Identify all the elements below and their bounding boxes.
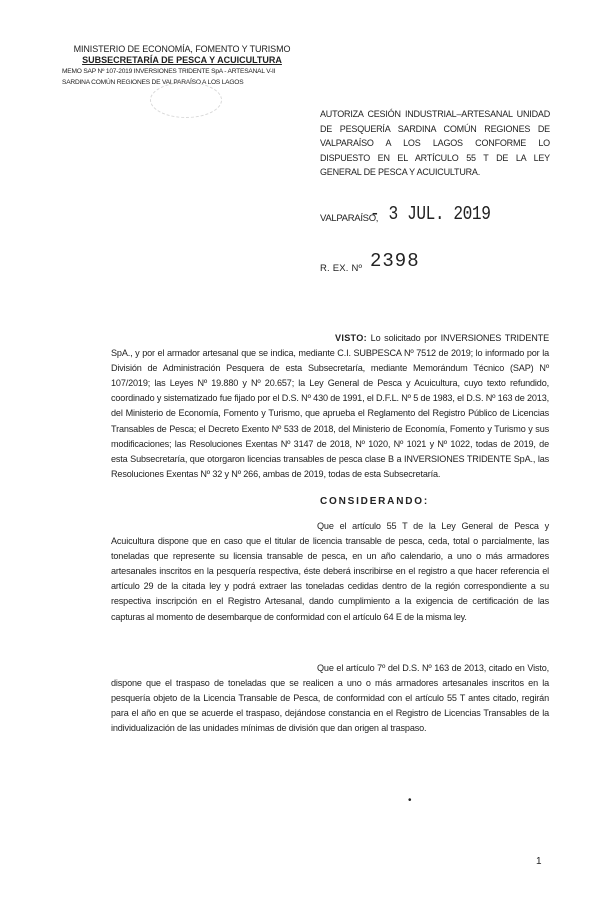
considerando-heading: CONSIDERANDO: [320,496,429,507]
faded-stamp-seal [150,82,222,118]
stamped-date: - 3 JUL. 2019 [370,203,491,225]
visto-label: VISTO: [335,333,367,343]
document-title: AUTORIZA CESIÓN INDUSTRIAL–ARTESANAL UNIDAD DE PESQUERÍA SARDINA COMÚN REGIONES DE VALPARAÍSO A LOS LAGOS CONFORME LO DISPUESTO EN EL ARTÍCULO 55 T DE LA LEY GENERAL DE PESCA Y ACUICULTURA. [320,109,550,178]
visto-paragraph [111,331,549,482]
page-number: 1 [536,856,542,867]
memo-subject: SARDINA COMÚN REGIONES DE VALPARAÍSO A LOS LAGOS [62,79,244,86]
subsecretaria-name: SUBSECRETARÍA DE PESCA Y ACUICULTURA [82,55,282,65]
resolution-label: R. EX. Nº [320,263,363,274]
memo-reference: MEMO SAP Nº 107-2019 INVERSIONES TRIDENTE SpA - ARTESANAL V-II [62,68,276,75]
place-label: VALPARAÍSO, [320,213,379,224]
paragraph-2-text: Que el artículo 7º del D.S. Nº 163 de 2013, citado en Visto, dispone que el traspaso de toneladas que se realicen a uno o más armadores artesanales inscritos en la pesquería objeto de la Licencia Transable de Pesca, de conformidad con el artículo 55 T antes citado, regirán para el año en que se acuerde el traspaso, dejándose constancia en el Registro de Licencias Transables de la individualización de las unidades mínimas de división que dan origen al traspaso. [111,663,549,734]
considerando-paragraph-2 [111,661,549,736]
paragraph-1-text: Que el artículo 55 T de la Ley General de Pesca y Acuicultura dispone que en caso que el titular de licencia transable de pesca, ceda, total o parcialmente, las toneladas que represente su licensia transable de pesca, en un año calendario, a uno o más armadores artesanales inscritos en la pesquería respectiva, éste deberá inscribirse en el registro a que hacer referencia el artículo 29 de la citada ley y podrá extraer las toneladas cedidas dentro de la región correspondiente a su respectiva inscripción en el Registro Artesanal, dando cumplimiento a la exigencia de certificación de las capturas al momento de desembarque de conformidad con el artículo 64 E de la misma ley. [111,521,549,622]
considerando-paragraph-1 [111,519,549,625]
visto-text: Lo solicitado por INVERSIONES TRIDENTE SpA., y por el armador artesanal que se indica, mediante C.I. SUBPESCA Nº 7512 de 2019; lo informado por la División de Administración Pesquera de esta Subsecretaría, mediante Memorándum Técnico (SAP) Nº 107/2019; las Leyes Nº 19.880 y Nº 20.657; la Ley General de Pesca y Acuicultura, cuyo texto refundido, coordinado y sistematizado fue fijado por el D.S. Nº 430 de 1991, el D.F.L. Nº 5 de 1983, el D.S. Nº 163 de 2013, del Ministerio de Economía, Fomento y Turismo, que aprueba el Reglamento del Registro Público de Licencias Transables de Pesca; el Decreto Exento Nº 533 de 2018, del Ministerio de Economía, Fomento y Turismo y sus modificaciones; las Resoluciones Exentas Nº 3147 de 2018, Nº 1020, Nº 1021 y Nº 1022, todas de 2019, de esta Subsecretaría, que otorgaron licencias transables de pesca clase B a INVERSIONES TRIDENTE SpA., las Resoluciones Exentas Nº 32 y Nº 266, ambas de 2019, todas de esta Subsecretaría. [111,333,549,479]
ministry-name: MINISTERIO DE ECONOMÍA, FOMENTO Y TURISMO [73,44,291,54]
resolution-number: 2398 [370,250,420,272]
stray-mark: • [408,795,412,806]
